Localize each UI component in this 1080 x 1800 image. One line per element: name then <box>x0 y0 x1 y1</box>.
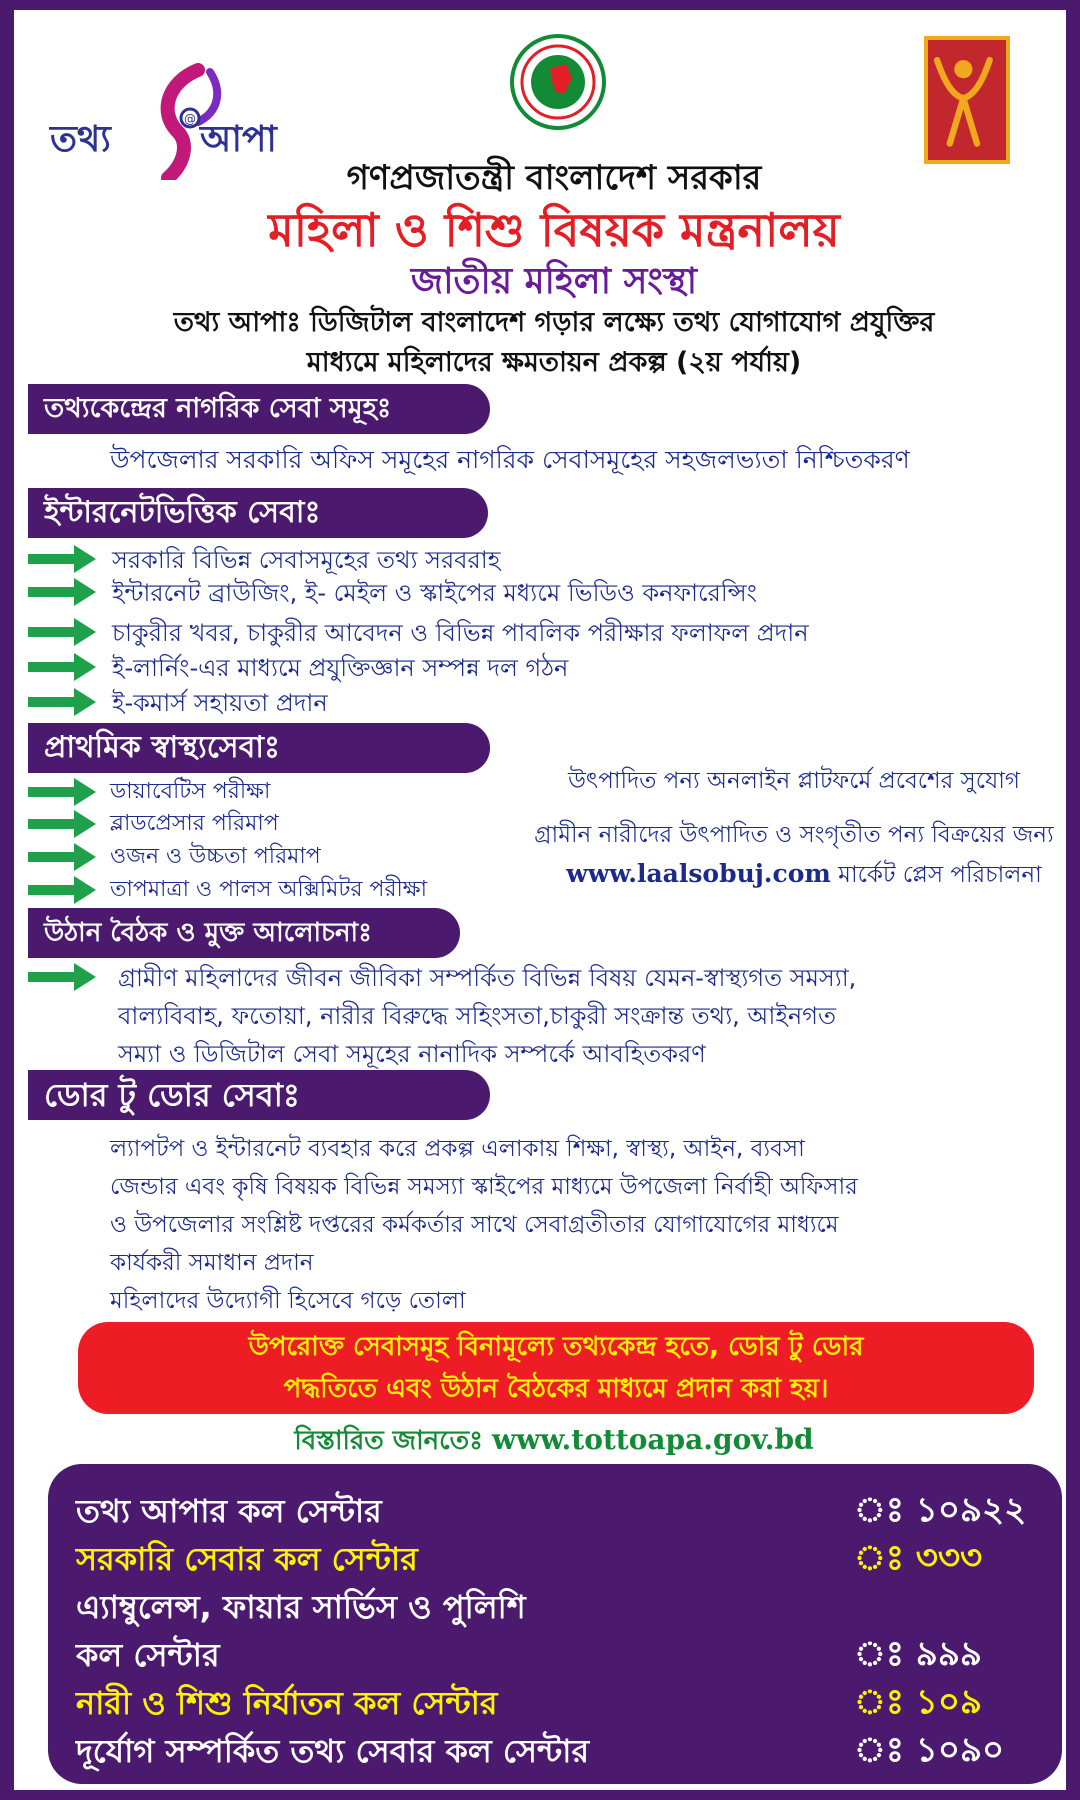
project-title-line-2: মাধ্যমে মহিলাদের ক্ষমতায়ন প্রকল্প (২য় পর্যায়) <box>306 347 802 378</box>
ministry-name: মহিলা ও শিশু বিষয়ক মন্ত্রনালয় <box>268 203 840 257</box>
arrow-icon <box>28 843 96 871</box>
door-text-line: জেন্ডার এবং কৃষি বিষয়ক বিভিন্ন সমস্যা স্কাইপের মাধ্যমে উপজেলা নির্বাহী অফিসার <box>110 1174 858 1200</box>
project-title-line-1: তথ্য আপাঃ ডিজিটাল বাংলাদেশ গড়ার লক্ষ্যে তথ্য যোগাযোগ প্রযুক্তির <box>173 307 935 338</box>
logo-text-left: তথ্য <box>50 118 111 160</box>
promo-line-3 <box>534 856 1074 895</box>
internet-service-item: চাকুরীর খবর, চাকুরীর আবেদন ও বিভিন্ন পাবলিক পরীক্ষার ফলাফল প্রদান <box>112 619 809 647</box>
svg-text:@: @ <box>184 112 196 126</box>
free-service-notice <box>78 1322 1034 1414</box>
organization-name: জাতীয় মহিলা সংস্থা <box>410 261 698 302</box>
laalsobuj-link[interactable]: www.laalsobuj.com <box>566 859 831 888</box>
arrow-icon <box>28 778 96 806</box>
door-text-line: কার্যকরী সমাধান প্রদান <box>110 1250 314 1276</box>
courtyard-text-line: সম্যা ও ডিজিটাল সেবা সমূহের নানাদিক সম্পর্কে আবহিতকরণ <box>118 1040 706 1068</box>
internet-service-item: ই-কমার্স সহায়তা প্রদান <box>112 689 328 717</box>
arrow-icon <box>28 688 96 716</box>
arrow-icon <box>28 618 96 646</box>
arrow-icon <box>28 653 96 681</box>
government-name: গণপ্রজাতন্ত্রী বাংলাদেশ সরকার <box>346 158 762 198</box>
internet-service-item: ইন্টারনেট ব্রাউজিং, ই- মেইল ও স্কাইপের মধ্যমে ভিডিও কনফারেন্সিং <box>112 579 757 607</box>
more-info-label: বিস্তারিত জানতেঃ <box>294 1426 483 1456</box>
door-text-line: মহিলাদের উদ্যোগী হিসেবে গড়ে তোলা <box>110 1288 466 1314</box>
health-service-item: ডায়াবেটিস পরীক্ষা <box>110 779 271 804</box>
door-text-line: ল্যাপটপ ও ইন্টারনেট ব্যবহার করে প্রকল্প এলাকায় শিক্ষা, স্বাস্থ্য, আইন, ব্যবসা <box>110 1136 805 1162</box>
call-center-name: এ্যাম্বুলেন্স, ফায়ার সার্ভিস ও পুলিশি <box>76 1588 526 1626</box>
arrow-icon <box>28 545 96 573</box>
door-text-line: ও উপজেলার সংশ্লিষ্ট দপ্তরের কর্মকর্তার সাথে সেবাগ্রতীতার যোগাযোগের মাধ্যমে <box>110 1212 839 1238</box>
government-seal-icon <box>510 34 606 130</box>
tottoapa-link[interactable]: www.tottoapa.gov.bd <box>492 1423 814 1456</box>
call-center-name: নারী ও শিশু নির্যাতন কল সেন্টার <box>76 1684 498 1722</box>
logo-text-right: আপা <box>200 118 277 160</box>
citizen-service-text: উপজেলার সরকারি অফিস সমূহের নাগরিক সেবাসমূহের সহজলভ্যতা নিশ্চিতকরণ <box>110 445 910 474</box>
call-center-name: কল সেন্টার <box>76 1636 220 1674</box>
section-banner-courtyard: উঠান বৈঠক ও মুক্ত আলোচনাঃ <box>28 908 460 958</box>
jatiyo-mohila-logo <box>924 36 1010 164</box>
promo-line-1: উৎপাদিত পন্য অনলাইন প্লাটফর্মে প্রবেশের সুযোগ <box>568 768 1020 794</box>
internet-service-item: ই-লার্নিং-এর মাধ্যমে প্রযুক্তিজ্ঞান সম্পন্ন দল গঠন <box>112 654 569 682</box>
promo-line-2: গ্রামীন নারীদের উৎপাদিত ও সংগৃতীত পন্য বিক্রয়ের জন্য <box>534 822 1054 848</box>
call-center-name: সরকারি সেবার কল সেন্টার <box>76 1540 418 1578</box>
internet-service-item: সরকারি বিভিন্ন সেবাসমূহের তথ্য সরবরাহ <box>112 546 501 574</box>
call-center-name: দূর্যোগ সম্পর্কিত তথ্য সেবার কল সেন্টার <box>76 1732 590 1770</box>
call-center-number: ঃ ১০৯ <box>854 1682 983 1722</box>
courtyard-text-line: গ্রামীণ মহিলাদের জীবন জীবিকা সম্পর্কিত বিভিন্ন বিষয় যেমন-স্বাস্থ্যগত সমস্যা, <box>118 964 857 992</box>
arrow-icon <box>28 876 96 904</box>
call-center-number: ঃ ১০৯২২ <box>854 1490 1027 1530</box>
arrow-icon <box>28 963 96 991</box>
figure-logo-icon <box>928 40 1006 160</box>
section-banner-citizen: তথ্যকেন্দ্রের নাগরিক সেবা সমূহঃ <box>28 384 490 434</box>
health-service-item: ওজন ও উচ্চতা পরিমাপ <box>110 844 321 869</box>
call-center-box <box>48 1464 1062 1784</box>
call-center-number: ঃ ৯৯৯ <box>854 1634 982 1674</box>
section-banner-health: প্রাথমিক স্বাস্থ্যসেবাঃ <box>28 723 490 773</box>
more-info <box>14 1420 1080 1464</box>
promo-line-3-suffix: মার্কেট প্লেস পরিচালনা <box>838 862 1042 888</box>
call-center-number: ঃ ১০৯০ <box>854 1730 1005 1770</box>
notice-line-1: উপরোক্ত সেবাসমূহ বিনামূল্যে তথ্যকেন্দ্র হতে, ডোর টু ডোর <box>248 1332 864 1362</box>
section-banner-door-to-door: ডোর টু ডোর সেবাঃ <box>28 1070 490 1120</box>
health-service-item: তাপমাত্রা ও পালস অক্সিমিটর পরীক্ষা <box>110 877 428 902</box>
notice-line-2: পদ্ধতিতে এবং উঠান বৈঠকের মাধ্যমে প্রদান করা হয়। <box>283 1374 829 1404</box>
section-banner-internet: ইন্টারনেটভিত্তিক সেবাঃ <box>28 488 488 538</box>
call-center-number: ঃ ৩৩৩ <box>854 1538 983 1578</box>
arrow-icon <box>28 810 96 838</box>
courtyard-text-line: বাল্যবিবাহ, ফতোয়া, নারীর বিরুদ্ধে সহিংসতা,চাকুরী সংক্রান্ত তথ্য, আইনগত <box>118 1002 836 1030</box>
arrow-icon <box>28 578 96 606</box>
call-center-name: তথ্য আপার কল সেন্টার <box>76 1492 382 1530</box>
health-service-item: ব্লাডপ্রেসার পরিমাপ <box>110 811 279 836</box>
